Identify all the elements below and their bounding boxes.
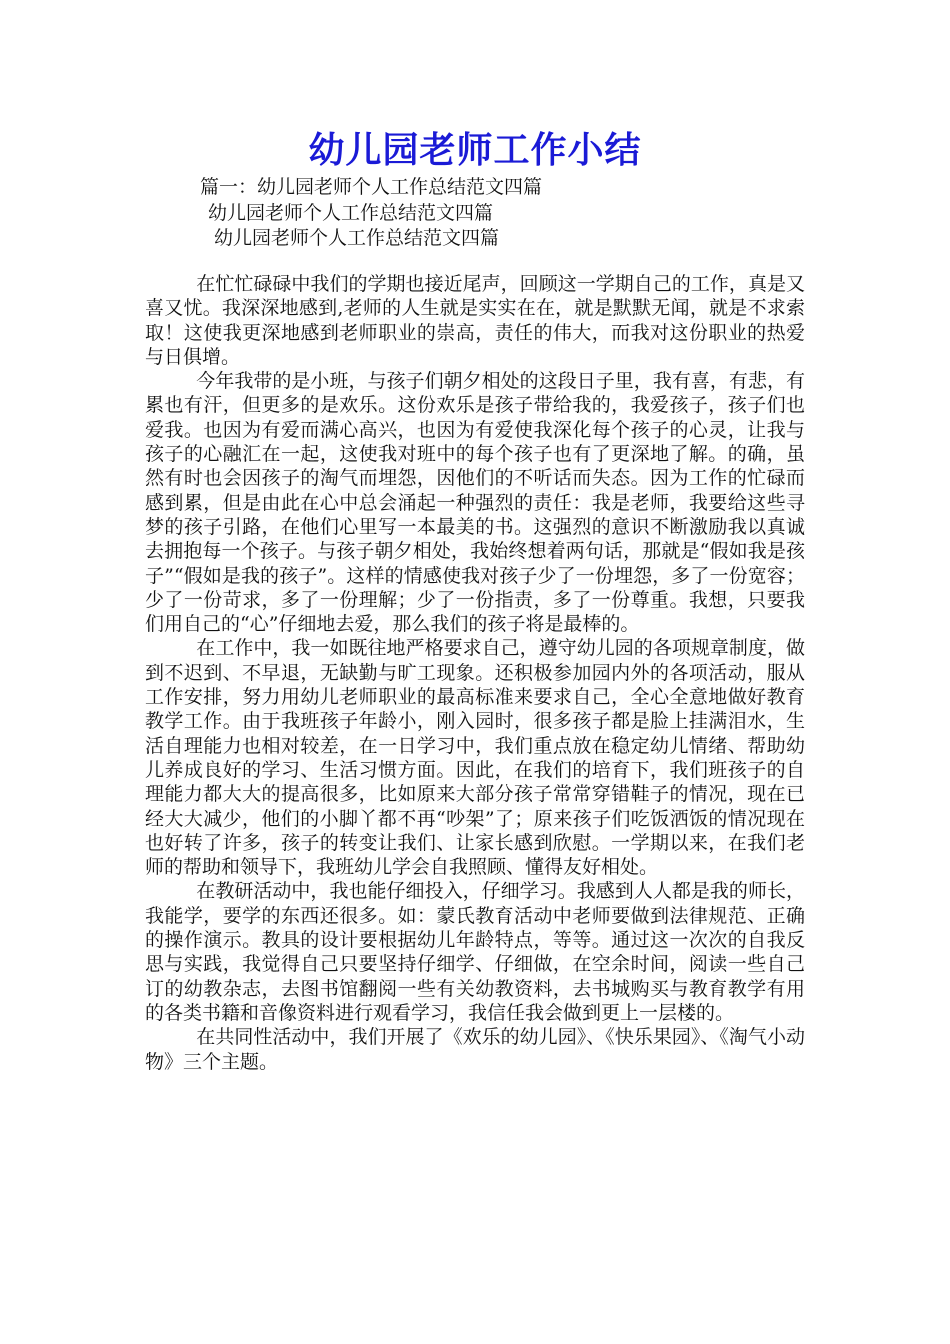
paragraph-2: 今年我带的是小班，与孩子们朝夕相处的这段日子里，我有喜，有悲，有累也有汗，但更多的是欢乐。这份欢乐是孩子带给我的，我爱孩子，孩子们也爱我。也因为有爱而满心高兴，也因为有爱使我深化每个孩子的心灵，让我与孩子的心融汇在一起，这使我对班中的每个孩子也有了更深地了解。的确，虽然有时也会因孩子的淘气而埋怨，因他们的不听话而失态。因为工作的忙碌而感到累，但是由此在心中总会涌起一种强烈的责任：我是老师，我要给这些寻梦的孩子引路，在他们心里写一本最美的书。这强烈的意识不断激励我以真诚去拥抱每一个孩子。与孩子朝夕相处，我始终想着两句话，那就是“假如我是孩子”“假如是我的孩子”。这样的情感使我对孩子少了一份埋怨，多了一份宽容；少了一份苛求，多了一份理解；少了一份指责，多了一份尊重。我想，只要我们用自己的“心”仔细地去爱，那么我们的孩子将是最棒的。 [145, 370, 805, 636]
paragraph-3: 在工作中，我一如既往地严格要求自己，遵守幼儿园的各项规章制度，做到不迟到、不早退，无缺勤与旷工现象。还积极参加园内外的各项活动，服从工作安排，努力用幼儿老师职业的最高标准来要求自己，全心全意地做好教育教学工作。由于我班孩子年龄小，刚入园时，很多孩子都是脸上挂满泪水，生活自理能力也相对较差，在一日学习中，我们重点放在稳定幼儿情绪、帮助幼儿养成良好的学习、生活习惯方面。因此，在我们的培育下，我们班孩子的自理能力都大大的提高很多，比如原来大部分孩子常常穿错鞋子的情况，现在已经大大减少，他们的小脚丫都不再“吵架”了；原来孩子们吃饭洒饭的情况现在也好转了许多，孩子的转变让我们、让家长感到欣慰。一学期以来，在我们老师的帮助和领导下，我班幼儿学会自我照顾、懂得友好相处。 [145, 637, 805, 879]
document-body [145, 272, 805, 1074]
paragraph-4: 在教研活动中，我也能仔细投入，仔细学习。我感到人人都是我的师长，我能学，要学的东西还很多。如：蒙氏教育活动中老师要做到法律规范、正确的操作演示。教具的设计要根据幼儿年龄特点，等等。通过这一次次的自我反思与实践，我觉得自己只要坚持仔细学、仔细做，在空余时间，阅读一些自己订的幼教杂志，去图书馆翻阅一些有关幼教资料，去书城购买与教育教学有用的各类书籍和音像资料进行观看学习，我信任我会做到更上一层楼的。 [145, 880, 805, 1024]
paragraph-5: 在共同性活动中，我们开展了《欢乐的幼儿园》、《快乐果园》、《淘气小动物》三个主题。 [145, 1026, 805, 1073]
subheading-3: 幼儿园老师个人工作总结范文四篇 [214, 227, 500, 249]
document-title: 幼儿园老师工作小结 [308, 129, 642, 171]
paragraph-1: 在忙忙碌碌中我们的学期也接近尾声，回顾这一学期自己的工作，真是又喜又忧。我深深地感到,老师的人生就是实实在在，就是默默无闻，就是不求索取！这使我更深地感到老师职业的崇高，责任的伟大，而我对这份职业的热爱与日俱增。 [145, 273, 805, 368]
subheading-1: 篇一：幼儿园老师个人工作总结范文四篇 [200, 176, 543, 198]
subheading-2: 幼儿园老师个人工作总结范文四篇 [208, 202, 494, 224]
